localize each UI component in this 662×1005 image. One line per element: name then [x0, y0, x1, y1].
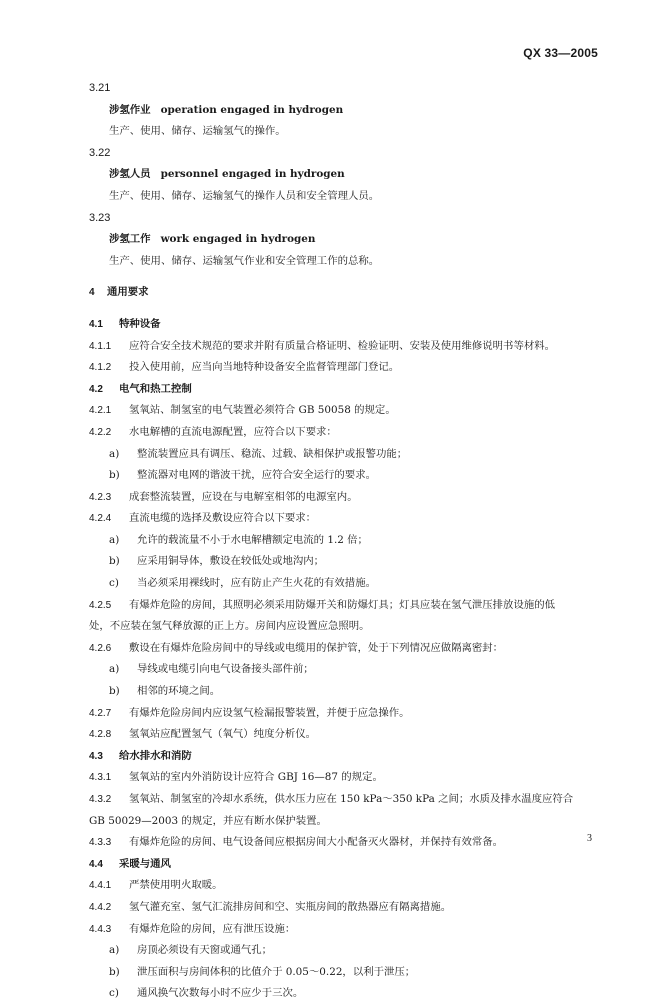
- clause-number: 4.4.2: [89, 901, 112, 913]
- clause-title: 采暖与通风: [119, 857, 171, 870]
- clause-text: 敷设在有爆炸危险房间中的导线或电缆用的保护管，处于下列情况应做隔离密封：: [129, 641, 504, 654]
- list-marker: a): [109, 447, 120, 460]
- clause-text: 有爆炸危险房间内应设氢气检漏报警装置，并便于应急操作。: [129, 706, 410, 719]
- list-marker: b): [109, 685, 120, 698]
- term-cn: 涉氢作业: [109, 103, 151, 116]
- clause-number: 4.2.5: [89, 599, 112, 611]
- spacer: [89, 272, 601, 282]
- clause: [89, 336, 601, 358]
- clause: [89, 508, 601, 530]
- clause-text: 氢气灌充室、氢气汇流排房间和空、实瓶房间的散热器应有隔离措施。: [129, 900, 452, 913]
- clause-number: 4.4.3: [89, 923, 112, 935]
- subsection-heading: [89, 854, 601, 876]
- clause-continuation: 处，不应装在氢气释放源的正上方。房间内应设置应急照明。: [89, 620, 370, 633]
- document-code: QX 33—2005: [523, 46, 598, 60]
- clause-number: 4.2.2: [89, 426, 112, 438]
- clause-number: 4.2.1: [89, 405, 112, 417]
- clause: [89, 919, 601, 941]
- clause-number: 4.1.2: [89, 362, 112, 374]
- clause-text: 成套整流装置，应设在与电解室相邻的电源室内。: [129, 490, 358, 503]
- page-number: 3: [587, 833, 592, 844]
- clause-number: 4.2.6: [89, 642, 112, 654]
- clause-number: 4.4.1: [89, 880, 112, 892]
- clause-number: 4.2: [89, 383, 103, 395]
- term-en: operation engaged in hydrogen: [160, 103, 344, 116]
- term-definition: 生产、使用、储存、运输氢气作业和安全管理工作的总称。: [109, 254, 380, 267]
- term-en: personnel engaged in hydrogen: [160, 168, 345, 181]
- spacer: [89, 304, 601, 314]
- section-number: 4: [89, 287, 95, 299]
- term-heading: [89, 164, 601, 186]
- clause-text: 氢氧站的室内外消防设计应符合 GBJ 16—87 的规定。: [129, 771, 383, 784]
- clause: [89, 832, 601, 854]
- list-item: [89, 530, 601, 552]
- clause-text: 水电解槽的直流电源配置，应符合以下要求：: [129, 425, 337, 438]
- list-marker: a): [109, 944, 120, 957]
- clause-text: 有爆炸危险的房间、电气设备间应根据房间大小配备灭火器材，并保持有效常备。: [129, 836, 504, 849]
- section-title: 通用要求: [107, 286, 149, 299]
- list-item-text: 相邻的环境之间。: [137, 685, 221, 698]
- term-number: 3.23: [89, 211, 111, 224]
- document-body: [89, 78, 601, 1005]
- list-item-text: 导线或电缆引向电气设备接头部件前；: [137, 663, 314, 676]
- clause-number: 4.2.8: [89, 729, 112, 741]
- list-item: [89, 444, 601, 466]
- clause-number: 4.4: [89, 858, 103, 870]
- clause-number: 4.3.3: [89, 837, 112, 849]
- clause-text: 氢氧站应配置氢气（氧气）纯度分析仪。: [129, 728, 317, 741]
- list-item-text: 当必须采用裸线时，应有防止产生火花的有效措施。: [137, 577, 376, 590]
- clause-text: 投入使用前，应当向当地特种设备安全监督管理部门登记。: [129, 361, 400, 374]
- clause: [89, 897, 601, 919]
- term-cn: 涉氢工作: [109, 233, 151, 246]
- clause-text: 氢氧站、制氢室的电气装置必须符合 GB 50058 的规定。: [129, 404, 396, 417]
- clause-number: 4.3.1: [89, 772, 112, 784]
- clause-continuation: GB 50029—2003 的规定，并应有断水保护装置。: [89, 814, 327, 827]
- list-item: [89, 983, 601, 1005]
- list-item-text: 应采用铜导体，敷设在较低处或地沟内；: [137, 555, 325, 568]
- list-item: [89, 940, 601, 962]
- clause: [89, 724, 601, 746]
- clause: [89, 487, 601, 509]
- term-cn: 涉氢人员: [109, 168, 151, 181]
- term-definition: 生产、使用、储存、运输氢气的操作。: [109, 125, 286, 138]
- clause-text: 氢氧站、制氢室的冷却水系统，供水压力应在 150 kPa～350 kPa 之间；水质及排水温度应符合: [129, 793, 574, 805]
- list-item: [89, 573, 601, 595]
- clause-text: 有爆炸危险的房间，其照明必须采用防爆开关和防爆灯具；灯具应装在氢气泄压排放设施的低: [129, 598, 556, 611]
- term-heading: [89, 229, 601, 251]
- clause-text: 严禁使用明火取暖。: [129, 879, 223, 892]
- clause: [89, 400, 601, 422]
- clause-number: 4.3: [89, 750, 103, 762]
- list-item: [89, 465, 601, 487]
- list-marker: a): [109, 533, 120, 546]
- clause: [89, 357, 601, 379]
- subsection-heading: [89, 746, 601, 768]
- list-item-text: 整流器对电网的谐波干扰，应符合安全运行的要求。: [137, 469, 376, 482]
- list-marker: c): [109, 987, 119, 1000]
- term-heading: [89, 100, 601, 122]
- clause-text: 直流电缆的选择及敷设应符合以下要求：: [129, 512, 317, 525]
- term-en: work engaged in hydrogen: [160, 233, 316, 246]
- list-marker: b): [109, 555, 120, 568]
- term-number: 3.22: [89, 146, 111, 159]
- clause-text: 应符合安全技术规范的要求并附有质量合格证明、检验证明、安装及使用维修说明书等材料。: [129, 339, 556, 352]
- list-item-text: 允许的载流量不小于水电解槽额定电流的 1.2 倍；: [137, 533, 368, 546]
- clause: [89, 767, 601, 789]
- clause-title: 给水排水和消防: [119, 749, 192, 762]
- list-marker: b): [109, 469, 120, 482]
- clause-number: 4.2.7: [89, 707, 112, 719]
- clause-number: 4.2.4: [89, 513, 112, 525]
- subsection-heading: [89, 314, 601, 336]
- term-definition: 生产、使用、储存、运输氢气的操作人员和安全管理人员。: [109, 189, 380, 202]
- clause-number: 4.1: [89, 318, 103, 330]
- clause-title: 特种设备: [119, 317, 161, 330]
- clause: [89, 638, 601, 660]
- clause-number: 4.3.2: [89, 794, 112, 805]
- clause-number: 4.2.3: [89, 491, 112, 503]
- clause-text: 有爆炸危险的房间，应有泄压设施：: [129, 922, 296, 935]
- clause-number: 4.1.1: [89, 340, 112, 352]
- clause: [89, 703, 601, 725]
- list-item-text: 泄压面积与房间体积的比值介于 0.05～0.22，以利于泄压；: [137, 965, 416, 978]
- list-item: [89, 659, 601, 681]
- section-heading: [89, 282, 601, 304]
- list-item-text: 房顶必须设有天窗或通气孔；: [137, 944, 273, 957]
- list-marker: b): [109, 965, 120, 978]
- clause: [89, 595, 601, 617]
- clause: [89, 875, 601, 897]
- clause: [89, 422, 601, 444]
- list-marker: a): [109, 663, 120, 676]
- term-number: 3.21: [89, 82, 111, 94]
- list-item-text: 通风换气次数每小时不应少于三次。: [137, 987, 304, 1000]
- clause: [89, 789, 601, 811]
- clause-title: 电气和热工控制: [119, 382, 192, 395]
- subsection-heading: [89, 379, 601, 401]
- list-item: [89, 962, 601, 984]
- list-item-text: 整流装置应具有调压、稳流、过载、缺相保护或报警功能；: [137, 447, 408, 460]
- list-item: [89, 551, 601, 573]
- list-item: [89, 681, 601, 703]
- list-marker: c): [109, 577, 119, 590]
